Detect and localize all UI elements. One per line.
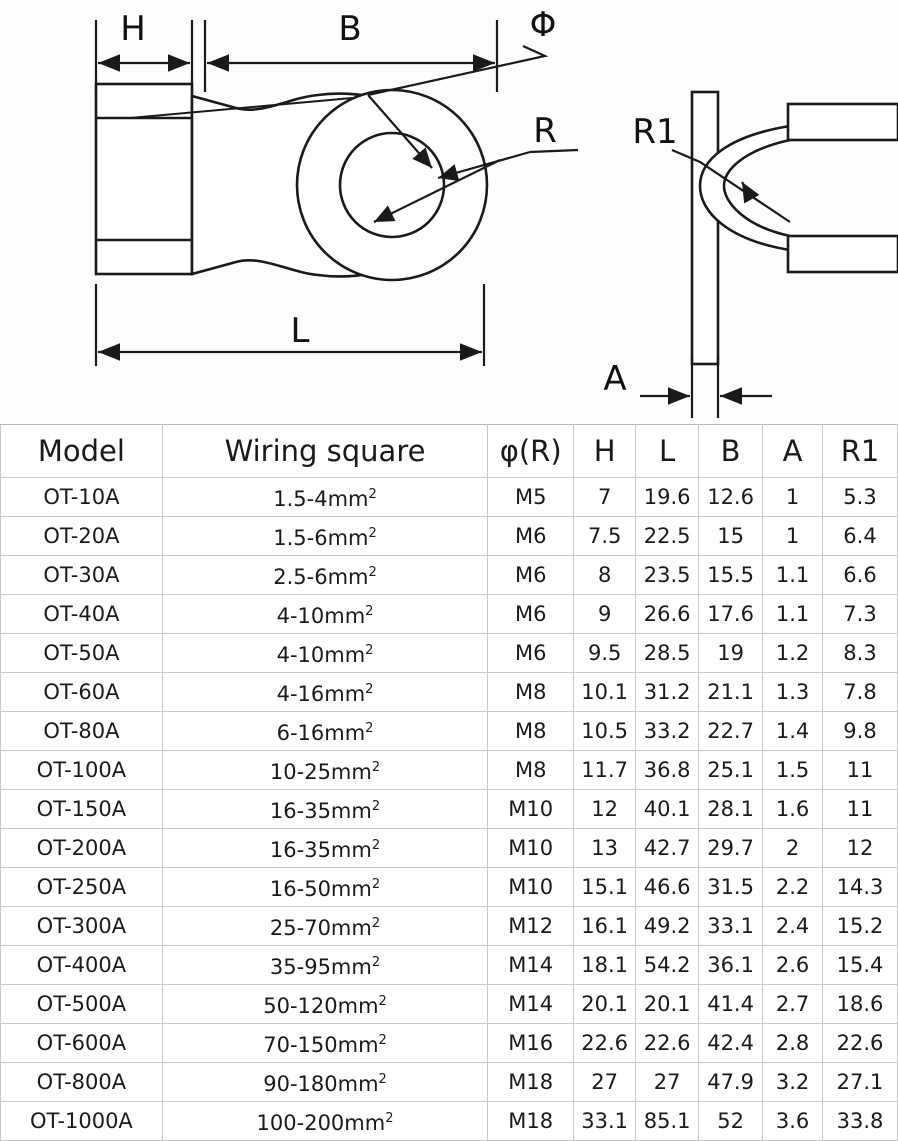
cell-a: 2 [763,829,823,868]
cell-l: 46.6 [636,868,699,907]
cell-b: 52 [699,1102,763,1141]
table-row [1,712,898,751]
cell-a: 2.2 [763,868,823,907]
cell-model: OT-30A [1,556,163,595]
col-header-a: A [763,425,823,478]
cell-b: 29.7 [699,829,763,868]
cell-l: 33.2 [636,712,699,751]
cell-l: 20.1 [636,985,699,1024]
cell-phi: M10 [488,790,574,829]
cell-l: 27 [636,1063,699,1102]
side-view-outline [692,92,898,364]
cell-a: 1.3 [763,673,823,712]
cell-wiring: $70-150mm^2$ [162,1024,487,1063]
table-row [1,556,898,595]
table-row [1,751,898,790]
table-row [1,673,898,712]
cell-b: 12.6 [699,478,763,517]
cell-r1: 22.6 [823,1024,898,1063]
col-header-model: Model [1,425,163,478]
cell-model: OT-80A [1,712,163,751]
cell-phi: M14 [488,946,574,985]
table-row [1,985,898,1024]
cell-l: 40.1 [636,790,699,829]
cell-b: 42.4 [699,1024,763,1063]
cell-h: 22.6 [574,1024,636,1063]
table-row [1,790,898,829]
cell-l: 22.5 [636,517,699,556]
cell-h: 9.5 [574,634,636,673]
cell-r1: 27.1 [823,1063,898,1102]
cell-h: 10.1 [574,673,636,712]
cell-a: 2.6 [763,946,823,985]
cell-r1: 5.3 [823,478,898,517]
table-row [1,1102,898,1141]
table-row [1,478,898,517]
cell-model: OT-250A [1,868,163,907]
cell-b: 47.9 [699,1063,763,1102]
terminal-lug-diagram [0,0,898,424]
cell-wiring: $50-120mm^2$ [162,985,487,1024]
cell-a: 1.2 [763,634,823,673]
cell-phi: M18 [488,1063,574,1102]
cell-b: 19 [699,634,763,673]
cell-l: 31.2 [636,673,699,712]
cell-l: 36.8 [636,751,699,790]
cell-h: 11.7 [574,751,636,790]
cell-model: OT-300A [1,907,163,946]
cell-a: 3.2 [763,1063,823,1102]
col-header-phi: φ(R) [488,425,574,478]
label-b: B [338,9,362,49]
table-row [1,517,898,556]
cell-model: OT-500A [1,985,163,1024]
col-header-l: L [636,425,699,478]
cell-b: 25.1 [699,751,763,790]
table-row [1,868,898,907]
cell-a: 2.8 [763,1024,823,1063]
col-header-r1: R1 [823,425,898,478]
col-header-wiring: Wiring square [162,425,487,478]
cell-phi: M8 [488,751,574,790]
cell-phi: M8 [488,673,574,712]
cell-r1: 8.3 [823,634,898,673]
label-a: A [603,359,627,399]
plan-view-outline [96,84,487,280]
cell-b: 31.5 [699,868,763,907]
cell-a: 1.4 [763,712,823,751]
cell-wiring: $6-16mm^2$ [162,712,487,751]
cell-phi: M10 [488,829,574,868]
specification-table [0,424,898,1141]
cell-model: OT-100A [1,751,163,790]
cell-h: 7.5 [574,517,636,556]
table-row [1,634,898,673]
cell-wiring: $16-35mm^2$ [162,829,487,868]
cell-model: OT-40A [1,595,163,634]
cell-h: 8 [574,556,636,595]
cell-r1: 15.4 [823,946,898,985]
table-header-row [1,425,898,478]
cell-h: 20.1 [574,985,636,1024]
cell-a: 2.7 [763,985,823,1024]
label-h: H [120,9,146,49]
cell-wiring: $100-200mm^2$ [162,1102,487,1141]
cell-b: 28.1 [699,790,763,829]
cell-b: 41.4 [699,985,763,1024]
label-phi: Φ [529,5,557,45]
cell-a: 1.1 [763,556,823,595]
cell-a: 1 [763,478,823,517]
cell-phi: M16 [488,1024,574,1063]
cell-b: 33.1 [699,907,763,946]
col-header-b: B [699,425,763,478]
cell-h: 7 [574,478,636,517]
cell-phi: M6 [488,634,574,673]
cell-l: 22.6 [636,1024,699,1063]
cell-h: 33.1 [574,1102,636,1141]
cell-wiring: $10-25mm^2$ [162,751,487,790]
label-r: R [533,111,557,151]
cell-b: 21.1 [699,673,763,712]
cell-model: OT-800A [1,1063,163,1102]
cell-l: 54.2 [636,946,699,985]
cell-b: 17.6 [699,595,763,634]
cell-r1: 6.4 [823,517,898,556]
cell-a: 1.5 [763,751,823,790]
cell-r1: 11 [823,790,898,829]
cell-phi: M8 [488,712,574,751]
cell-l: 19.6 [636,478,699,517]
cell-a: 1.6 [763,790,823,829]
cell-r1: 15.2 [823,907,898,946]
cell-wiring: $35-95mm^2$ [162,946,487,985]
cell-l: 23.5 [636,556,699,595]
cell-wiring: $90-180mm^2$ [162,1063,487,1102]
cell-wiring: $4-10mm^2$ [162,634,487,673]
cell-a: 3.6 [763,1102,823,1141]
diagram-svg [0,0,898,424]
cell-r1: 9.8 [823,712,898,751]
cell-r1: 11 [823,751,898,790]
cell-a: 2.4 [763,907,823,946]
cell-model: OT-200A [1,829,163,868]
cell-b: 36.1 [699,946,763,985]
label-l: L [290,311,310,351]
table-row [1,595,898,634]
cell-model: OT-400A [1,946,163,985]
table-row [1,946,898,985]
cell-b: 15 [699,517,763,556]
table-row [1,1024,898,1063]
cell-h: 15.1 [574,868,636,907]
cell-b: 15.5 [699,556,763,595]
cell-h: 13 [574,829,636,868]
cell-wiring: $16-35mm^2$ [162,790,487,829]
cell-r1: 33.8 [823,1102,898,1141]
cell-a: 1.1 [763,595,823,634]
cell-model: OT-1000A [1,1102,163,1141]
cell-h: 9 [574,595,636,634]
table-body [1,478,898,1141]
cell-r1: 6.6 [823,556,898,595]
cell-model: OT-50A [1,634,163,673]
cell-l: 42.7 [636,829,699,868]
cell-model: OT-150A [1,790,163,829]
col-header-h: H [574,425,636,478]
cell-model: OT-20A [1,517,163,556]
cell-h: 10.5 [574,712,636,751]
cell-phi: M6 [488,595,574,634]
cell-l: 26.6 [636,595,699,634]
cell-h: 16.1 [574,907,636,946]
cell-phi: M12 [488,907,574,946]
cell-phi: M6 [488,517,574,556]
label-r1: R1 [632,112,678,152]
cell-wiring: $16-50mm^2$ [162,868,487,907]
cell-wiring: $1.5-6mm^2$ [162,517,487,556]
cell-wiring: $1.5-4mm^2$ [162,478,487,517]
cell-wiring: $4-16mm^2$ [162,673,487,712]
cell-h: 18.1 [574,946,636,985]
cell-phi: M6 [488,556,574,595]
cell-r1: 7.3 [823,595,898,634]
cell-r1: 18.6 [823,985,898,1024]
cell-r1: 7.8 [823,673,898,712]
cell-wiring: $4-10mm^2$ [162,595,487,634]
cell-phi: M10 [488,868,574,907]
cell-model: OT-10A [1,478,163,517]
cell-phi: M5 [488,478,574,517]
cell-phi: M14 [488,985,574,1024]
cell-r1: 14.3 [823,868,898,907]
cell-h: 27 [574,1063,636,1102]
cell-r1: 12 [823,829,898,868]
cell-a: 1 [763,517,823,556]
cell-b: 22.7 [699,712,763,751]
table-row [1,829,898,868]
cell-l: 28.5 [636,634,699,673]
cell-l: 49.2 [636,907,699,946]
cell-wiring: $25-70mm^2$ [162,907,487,946]
table-row [1,1063,898,1102]
cell-h: 12 [574,790,636,829]
table-row [1,907,898,946]
cell-model: OT-60A [1,673,163,712]
cell-wiring: $2.5-6mm^2$ [162,556,487,595]
cell-phi: M18 [488,1102,574,1141]
cell-model: OT-600A [1,1024,163,1063]
cell-l: 85.1 [636,1102,699,1141]
